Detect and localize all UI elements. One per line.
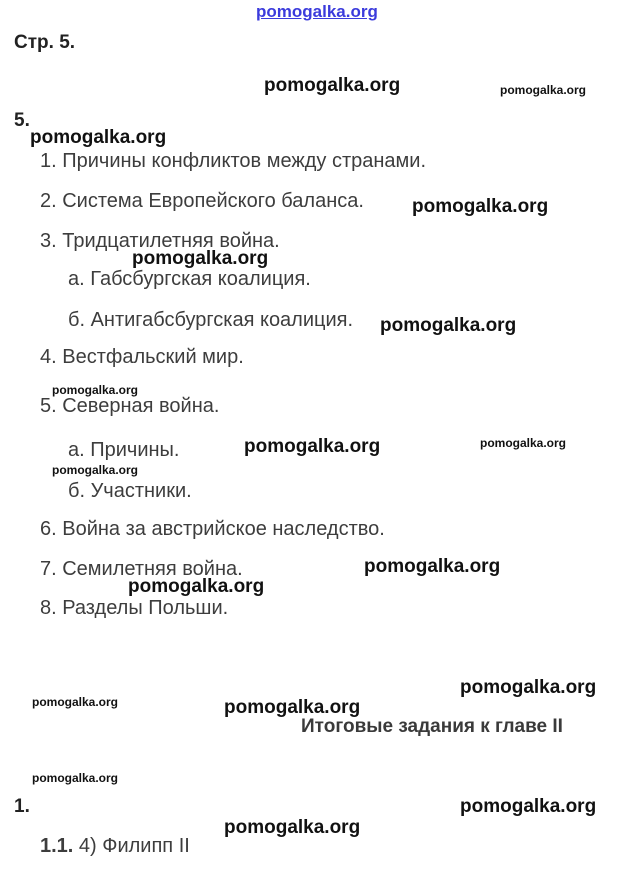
watermark: pomogalka.org xyxy=(460,796,597,817)
answer-text: 4) Филипп II xyxy=(78,835,190,857)
list-item: 6. Война за австрийское наследство. xyxy=(40,518,385,540)
list-item: 5. Северная война. xyxy=(40,395,220,417)
section-title: Итоговые задания к главе II xyxy=(301,716,563,737)
watermark: pomogalka.org xyxy=(132,248,269,269)
watermark: pomogalka.org xyxy=(412,196,549,217)
list-subitem: а. Причины. xyxy=(68,439,180,461)
task-number: 5. xyxy=(14,110,30,131)
list-item: 2. Система Европейского баланса. xyxy=(40,190,364,212)
list-subitem: а. Габсбургская коалиция. xyxy=(68,268,311,290)
watermark: pomogalka.org xyxy=(128,576,265,597)
final-task-number: 1. xyxy=(14,796,30,817)
watermark: pomogalka.org xyxy=(52,463,139,477)
list-item: 4. Вестфальский мир. xyxy=(40,346,244,368)
watermark: pomogalka.org xyxy=(264,75,401,96)
watermark: pomogalka.org xyxy=(52,383,139,397)
watermark: pomogalka.org xyxy=(380,315,517,336)
top-watermark-link[interactable]: pomogalka.org xyxy=(256,2,378,21)
list-item: 1. Причины конфликтов между странами. xyxy=(40,150,426,172)
list-item: 8. Разделы Польши. xyxy=(40,597,229,619)
watermark: pomogalka.org xyxy=(480,436,567,450)
watermark: pomogalka.org xyxy=(224,697,361,718)
watermark: pomogalka.org xyxy=(224,817,361,838)
list-subitem: б. Участники. xyxy=(68,480,192,502)
watermark: pomogalka.org xyxy=(32,771,119,785)
watermark: pomogalka.org xyxy=(244,436,381,457)
watermark: pomogalka.org xyxy=(364,556,501,577)
watermark: pomogalka.org xyxy=(500,83,587,97)
page-reference: Стр. 5. xyxy=(14,32,76,53)
watermark: pomogalka.org xyxy=(32,695,119,709)
question-answer xyxy=(40,835,190,858)
list-subitem: б. Антигабсбургская коалиция. xyxy=(68,309,354,331)
list-item: 3. Тридцатилетняя война. xyxy=(40,230,280,252)
list-item: 7. Семилетняя война. xyxy=(40,558,243,580)
watermark: pomogalka.org xyxy=(30,127,167,148)
watermark: pomogalka.org xyxy=(460,677,597,698)
question-number: 1.1. xyxy=(40,835,74,857)
